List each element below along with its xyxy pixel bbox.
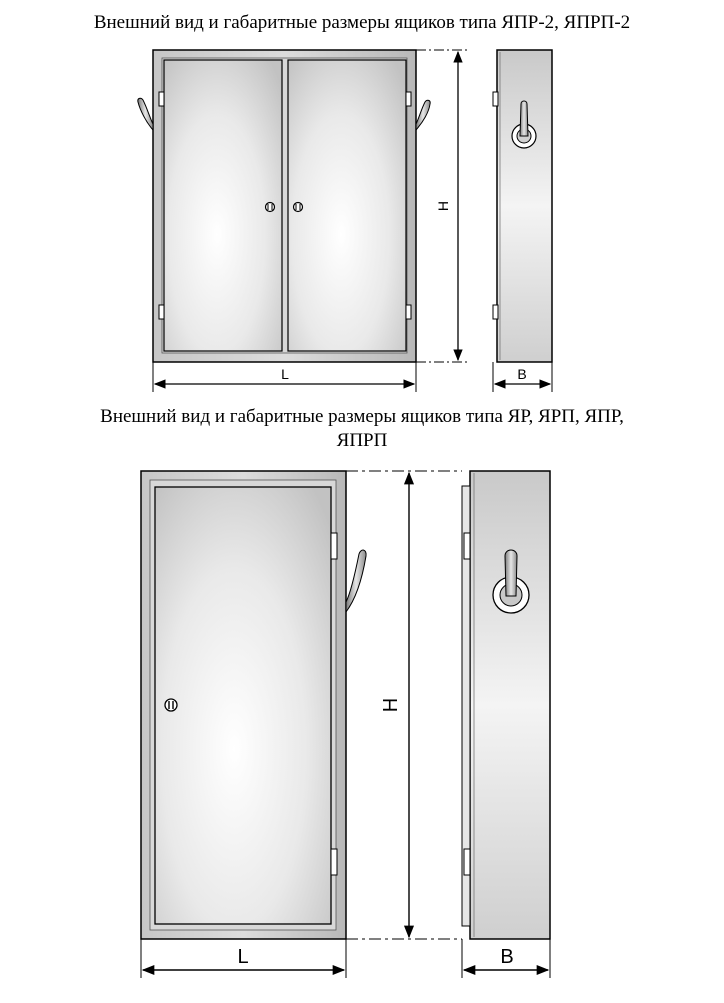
- door-lock-icon: [266, 203, 275, 212]
- diagram1-front-view: [138, 50, 430, 362]
- diagram1-caption: Внешний вид и габаритные размеры ящиков типа ЯПР-2, ЯПРП-2: [93, 12, 631, 33]
- diagram2-front-view: [141, 471, 366, 939]
- diagram2-side-view: [462, 471, 550, 939]
- diagram2-width-label: L: [237, 946, 249, 968]
- diagram2-height-label: H: [380, 697, 402, 713]
- diagram2-depth-label: B: [500, 946, 514, 968]
- switch-handle-icon: [416, 100, 430, 130]
- door-lock-icon: [165, 699, 177, 711]
- diagram1-height-label: H: [435, 200, 451, 212]
- diagram2-caption-line1: Внешний вид и габаритные размеры ящиков типа ЯР, ЯРП, ЯПР,: [100, 406, 624, 427]
- right-door: [288, 60, 406, 351]
- door-lock-icon: [294, 203, 303, 212]
- diagram1-depth-label: B: [517, 366, 527, 382]
- switch-handle-icon: [346, 550, 366, 612]
- single-door: [155, 487, 331, 924]
- diagram2-caption-line2: ЯПРП: [336, 430, 388, 451]
- diagram1-width-label: L: [281, 366, 289, 382]
- diagram1-side-view: [493, 50, 552, 362]
- switch-handle-icon: [138, 98, 153, 130]
- left-door: [164, 60, 282, 351]
